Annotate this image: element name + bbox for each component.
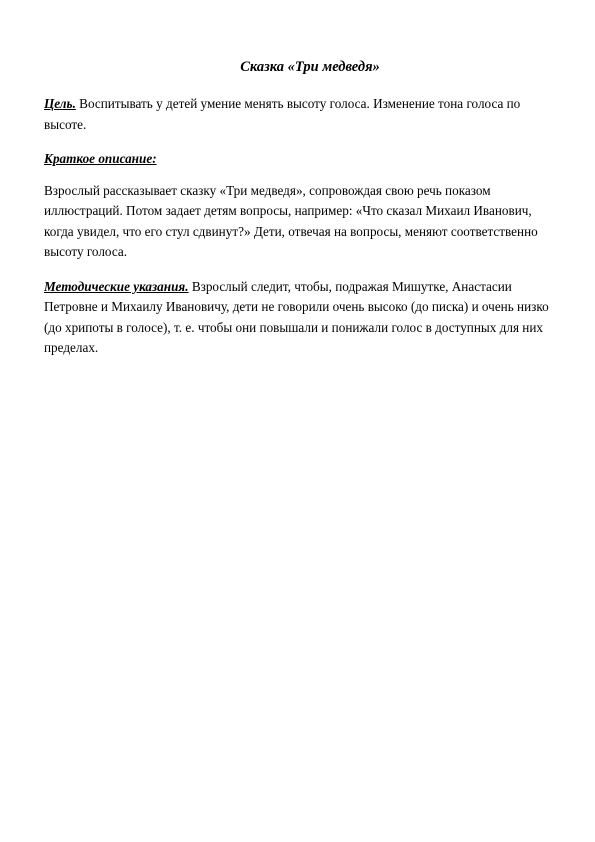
document-title: Сказка «Три медведя» [240,59,380,75]
guidelines-paragraph [44,277,560,359]
guidelines-text: Взрослый следит, чтобы, подражая Мишутке, Анастасии Петровне и Михаилу Ивановичу, дети не говорили очень высоко (до писка) и очень низко (до хрипоты в голосе), т. е. чтобы они повышали и понижали голос в доступных для них пределах. [44,278,549,355]
description-heading-label: Краткое описание: [44,151,157,166]
goal-paragraph [44,94,560,135]
description-text: Взрослый рассказывает сказку «Три медведя», сопровождая свою речь показом иллюстраций. Потом задает детям вопросы, например: «Что сказал Михаил Иванович, когда увидел, что его стул сдвинут?» Дети, отвечая на вопросы, меняют соответственно высоту голоса. [44,182,538,259]
document-page [44,58,560,359]
goal-label: Цель. [44,96,76,111]
guidelines-label: Методические указания. [44,278,189,294]
description-heading [44,149,560,170]
goal-text: Воспитывать у детей умение менять высоту голоса. Изменение тона голоса по высоте. [44,96,521,132]
